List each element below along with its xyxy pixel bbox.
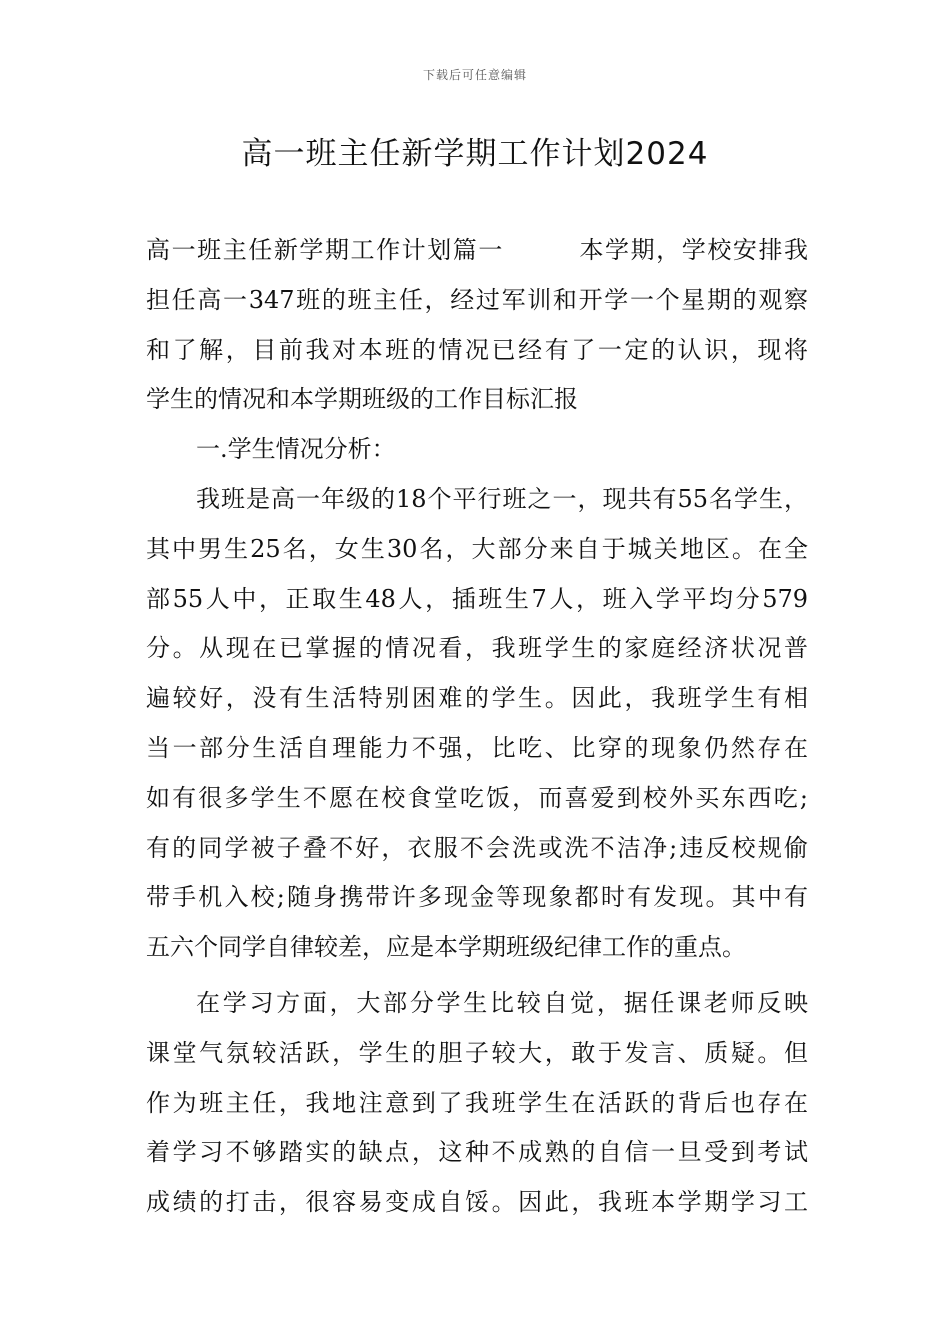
paragraph-line: 带手机入校;随身携带许多现金等现象都时有发现。其中有: [146, 883, 808, 912]
intro-line: 和了解，目前我对本班的情况已经有了一定的认识，现将: [146, 335, 808, 364]
paragraph-line: 如有很多学生不愿在校食堂吃饭，而喜爱到校外买东西吃;: [146, 783, 808, 812]
paragraph-line: 成绩的打击，很容易变成自馁。因此，我班本学期学习工: [146, 1188, 808, 1217]
document-title: 高一班主任新学期工作计划2024: [241, 136, 709, 172]
intro-line: 担任高一347班的班主任，经过军训和开学一个星期的观察: [146, 285, 808, 314]
header-note: 下载后可任意编辑: [422, 68, 527, 82]
paragraph-line: 五六个同学自律较差，应是本学期班级纪律工作的重点。: [146, 933, 746, 962]
paragraph-line: 我班是高一年级的18个平行班之一，现共有55名学生，: [196, 484, 808, 513]
paragraph-line: 作为班主任，我地注意到了我班学生在活跃的背后也存在: [146, 1088, 808, 1117]
section-heading: 一.学生情况分析：: [196, 435, 396, 464]
paragraph-line: 在学习方面，大部分学生比较自觉，据任课老师反映: [196, 988, 808, 1017]
intro-line: [146, 226, 808, 276]
paragraph-line: 分。从现在已掌握的情况看，我班学生的家庭经济状况普: [146, 634, 808, 663]
intro-heading: 高一班主任新学期工作计划篇一: [146, 236, 504, 264]
intro-text: 本学期，学校安排我: [577, 236, 809, 264]
paragraph-line: 当一部分生活自理能力不强，比吃、比穿的现象仍然存在: [146, 733, 808, 762]
paragraph-line: 着学习不够踏实的缺点，这种不成熟的自信一旦受到考试: [146, 1138, 808, 1167]
document-body: [146, 226, 808, 1228]
intro-line: 学生的情况和本学期班级的工作目标汇报: [146, 385, 578, 414]
paragraph-line: 其中男生25名，女生30名，大部分来自于城关地区。在全: [146, 534, 808, 563]
paragraph-line: 部55人中，正取生48人，插班生7人，班入学平均分579: [146, 584, 808, 613]
paragraph-line: 课堂气氛较活跃，学生的胆子较大，敢于发言、质疑。但: [146, 1038, 808, 1067]
paragraph-line: 有的同学被子叠不好，衣服不会洗或洗不洁净;违反校规偷: [146, 833, 808, 862]
paragraph-line: 遍较好，没有生活特别困难的学生。因此，我班学生有相: [146, 684, 808, 713]
